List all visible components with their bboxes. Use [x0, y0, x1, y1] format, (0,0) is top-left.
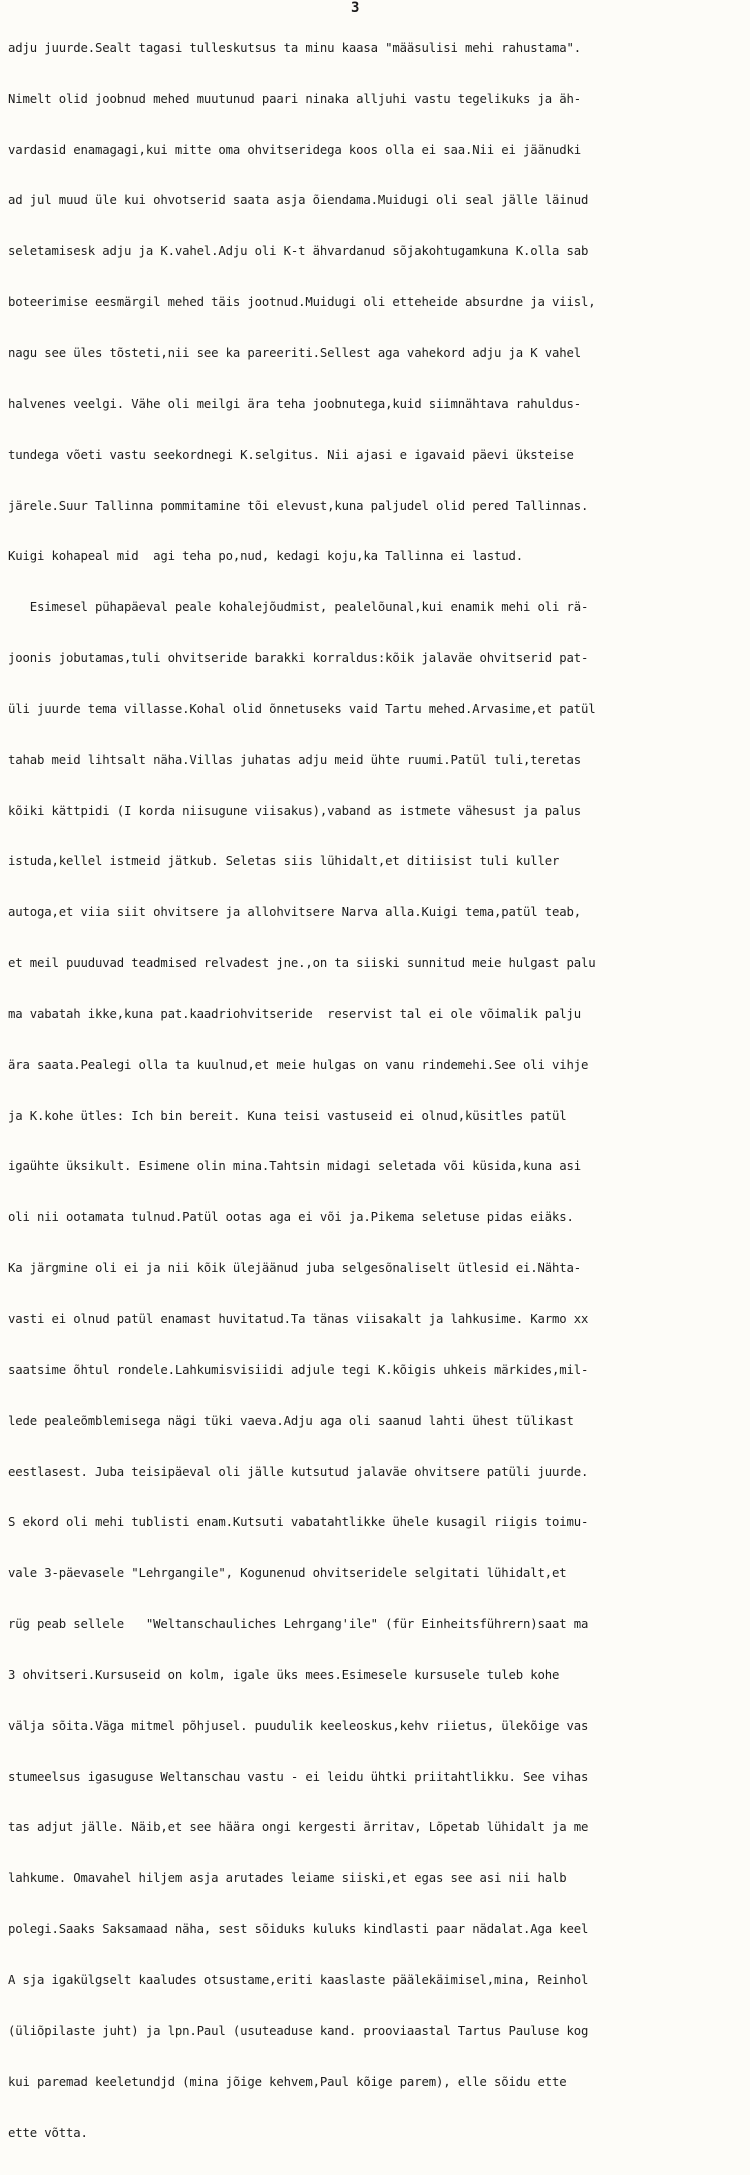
text-line: seletamisesk adju ja K.vahel.Adju oli K-t ähvardanud sõjakohtugamkuna K.olla sab [8, 244, 589, 259]
text-line: oli nii ootamata tulnud.Patül ootas aga ei või ja.Pikema seletuse pidas eiäks. [8, 1210, 574, 1225]
text-line: autoga,et viia siit ohvitsere ja allohvitsere Narva alla.Kuigi tema,patül teab, [8, 905, 582, 920]
text-line: ette võtta. [8, 2125, 88, 2140]
text-line: saatsime õhtul rondele.Lahkumisvisiidi adjule tegi K.kõigis uhkeis märkides,mil- [8, 1362, 589, 1377]
text-line: Ka järgmine oli ei ja nii kõik ülejäänud juba selgesõnaliselt ütlesid ei.Nähta- [8, 1261, 582, 1276]
text-line: vardasid enamagagi,kui mitte oma ohvitseridega koos olla ei saa.Nii ei jäänudki [8, 142, 582, 157]
text-line: ära saata.Pealegi olla ta kuulnud,et meie hulgas on vanu rindemehi.See oli vihje [8, 1057, 589, 1072]
text-line: istuda,kellel istmeid jätkub. Seletas siis lühidalt,et ditiisist tuli kuller [8, 854, 560, 869]
text-line: igaühte üksikult. Esimene olin mina.Tahtsin midagi seletada või küsida,kuna asi [8, 1159, 582, 1174]
text-line: (üliõpilaste juht) ja lpn.Paul (usuteaduse kand. prooviaastal Tartus Pauluse kog [8, 2023, 589, 2038]
text-line: S ekord oli mehi tublisti enam.Kutsuti vabatahtlikke ühele kusagil riigis toimu- [8, 1515, 589, 1530]
text-line: Esimesel pühapäeval peale kohalejõudmist, pealelõunal,kui enamik mehi oli rä- [8, 600, 589, 615]
text-line: joonis jobutamas,tuli ohvitseride barakki korraldus:kõik jalaväe ohvitserid pat- [8, 651, 589, 666]
text-line: lahkume. Omavahel hiljem asja arutades leiame siiski,et egas see asi nii halb [8, 1871, 567, 1886]
text-line: tundega võeti vastu seekordnegi K.selgitus. Nii ajasi e igavaid päevi üksteise [8, 447, 574, 462]
text-line: ad jul muud üle kui ohvotserid saata asja õiendama.Muidugi oli seal jälle läinud [8, 193, 589, 208]
text-line: välja sõita.Väga mitmel põhjusel. puudulik keeleoskus,kehv riietus, ülekõige vas [8, 1718, 589, 1733]
text-line: vasti ei olnud patül enamast huvitatud.Ta tänas viisakalt ja lahkusime. Karmo xx [8, 1312, 589, 1326]
text-line: vale 3-päevasele "Lehrgangile", Kogunenud ohvitseridele selgitati lühidalt,et [8, 1566, 567, 1581]
text-line: ma vabatah ikke,kuna pat.kaadriohvitseride reservist tal ei ole võimalik palju [8, 1006, 582, 1021]
text-line: üli juurde tema villasse.Kohal olid õnnetuseks vaid Tartu mehed.Arvasime,et patül [8, 701, 596, 716]
text-line: 3 ohvitseri.Kursuseid on kolm, igale üks mees.Esimesele kursusele tuleb kohe [8, 1667, 560, 1682]
text-line: adju juurde.Sealt tagasi tulleskutsus ta minu kaasa "määsulisi mehi rahustama". [8, 40, 582, 55]
text-line: tahab meid lihtsalt näha.Villas juhatas adju meid ühte ruumi.Patül tuli,teretas [8, 752, 582, 767]
text-line: polegi.Saaks Saksamaad näha, sest sõiduks kuluks kindlasti paar nädalat.Aga keel [8, 1922, 589, 1937]
text-line: ja K.kohe ütles: Ich bin bereit. Kuna teisi vastuseid ei olnud,küsitles patül [8, 1108, 567, 1123]
text-line: eestlasest. Juba teisipäeval oli jälle kutsutud jalaväe ohvitsere patüli juurde. [8, 1464, 589, 1479]
text-line: rüg peab sellele "Weltanschauliches Lehrgang'ile" (für Einheitsführern)saat ma [8, 1617, 589, 1632]
text-line: A sja igakülgselt kaaludes otsustame,eriti kaaslaste päälekäimisel,mina, Reinhol [8, 1972, 589, 1987]
text-line: kõiki kättpidi (I korda niisugune viisakus),vaband as istmete vähesust ja palus [8, 803, 582, 818]
text-line: Nimelt olid joobnud mehed muutunud paari ninaka alljuhi vastu tegelikuks ja äh- [8, 91, 582, 106]
text-line: kui paremad keeletundjd (mina jõige kehvem,Paul kõige parem), elle sõidu ette [8, 2074, 567, 2089]
text-line: et meil puuduvad teadmised relvadest jne.,on ta siiski sunnitud meie hulgast palu [8, 956, 596, 971]
typewritten-body [8, 6, 750, 2175]
text-line: Kuigi kohapeal mid agi teha po,nud, kedagi koju,ka Tallinna ei lastud. [8, 549, 523, 564]
text-line: lede pealeõmblemisega nägi tüki vaeva.Adju aga oli saanud lahti ühest tülikast [8, 1413, 574, 1428]
page-number: 3 [351, 0, 360, 16]
text-line: boteerimise eesmärgil mehed täis jootnud.Muidugi oli etteheide absurdne ja viisl, [8, 295, 596, 310]
text-line: nagu see üles tõsteti,nii see ka pareeriti.Sellest aga vahekord adju ja K vahel [8, 345, 582, 360]
text-line: järele.Suur Tallinna pommitamine tõi elevust,kuna paljudel olid pered Tallinnas. [8, 498, 589, 513]
text-line: stumeelsus igasuguse Weltanschau vastu - ei leidu ühtki priitahtlikku. See vihas [8, 1769, 589, 1784]
text-line: halvenes veelgi. Vähe oli meilgi ära teha joobnutega,kuid siimnähtava rahuldus- [8, 396, 582, 411]
text-line: tas adjut jälle. Näib,et see häära ongi kergesti ärritav, Lõpetab lühidalt ja me [8, 1820, 589, 1835]
